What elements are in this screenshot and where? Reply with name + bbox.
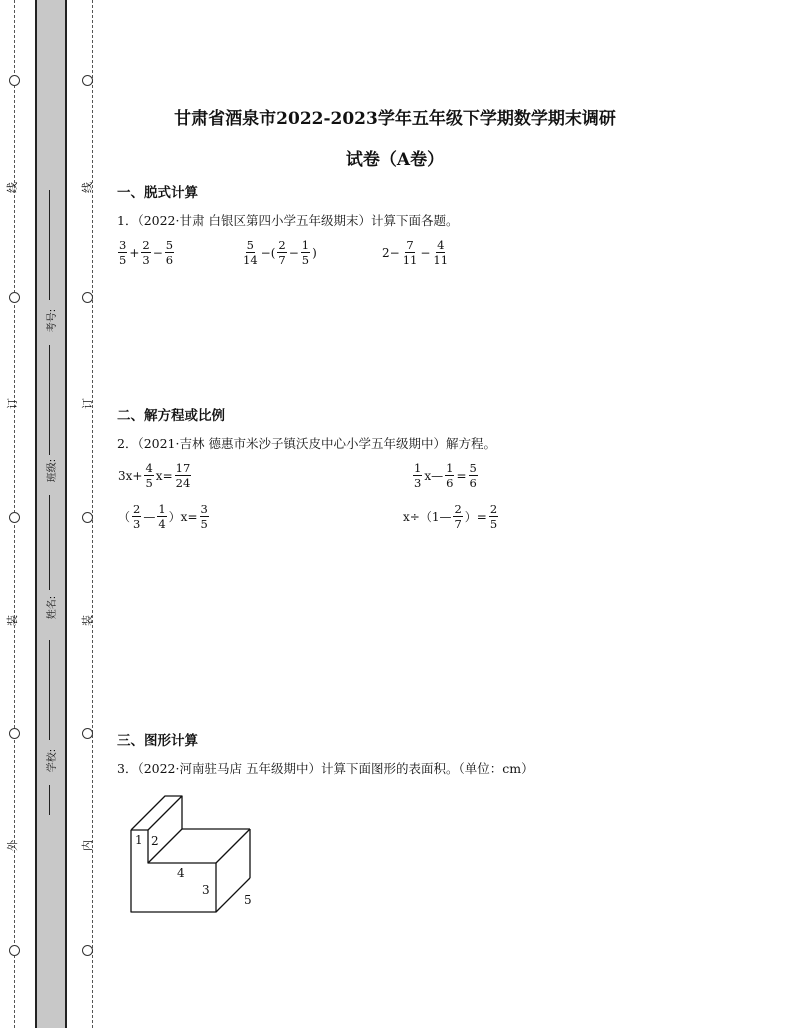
margin-char-xian: 线 [81, 182, 94, 193]
binding-hole [82, 75, 93, 86]
binding-hole [82, 945, 93, 956]
xuexiao-field [35, 745, 67, 775]
exam-title-line2: 试卷（A卷） [345, 150, 445, 170]
numerator: 2 [489, 502, 498, 516]
operator: −( [260, 245, 276, 260]
operator: — [143, 509, 156, 524]
denominator: 11 [402, 253, 418, 267]
xingming-field [35, 592, 67, 622]
binding-hole [9, 945, 20, 956]
operator: x= [155, 468, 173, 483]
xingming-blank [49, 495, 50, 590]
denominator: 24 [175, 476, 191, 490]
margin-char-ding: 订 [81, 398, 94, 409]
fraction [402, 239, 419, 266]
numerator: 3 [200, 502, 208, 516]
equation [402, 503, 499, 530]
denominator: 6 [446, 476, 454, 490]
info-strip [35, 0, 67, 1028]
banji-blank [49, 345, 50, 455]
l-shaped-solid-figure [120, 780, 270, 920]
numerator: 7 [406, 238, 414, 252]
denominator: 5 [301, 253, 310, 267]
operator: （ [118, 510, 131, 524]
binding-hole [9, 75, 20, 86]
denominator: 5 [119, 253, 127, 267]
denominator: 5 [200, 517, 208, 531]
denominator: 4 [158, 517, 166, 531]
denominator: 6 [469, 476, 477, 490]
denominator: 11 [433, 253, 449, 267]
fraction [141, 239, 150, 266]
numerator: 3 [119, 238, 127, 252]
operator: + [129, 245, 140, 260]
numerator: 4 [145, 461, 153, 475]
denominator: 7 [278, 253, 286, 267]
fraction [453, 503, 462, 530]
numerator: 5 [246, 238, 254, 252]
dimension-label: 4 [177, 866, 185, 880]
binding-hole [9, 512, 20, 523]
xuexiao-tail [49, 785, 50, 815]
fraction [165, 239, 174, 266]
equation [117, 503, 210, 530]
denominator: 6 [165, 253, 174, 267]
fraction [432, 239, 449, 266]
section-3-heading: 三、图形计算 [117, 733, 198, 749]
numerator: 4 [437, 238, 445, 252]
banji-label: 班级: [47, 458, 59, 482]
denominator: 5 [145, 476, 153, 490]
numerator: 5 [469, 461, 477, 475]
operator: 2− [382, 245, 400, 260]
expression [381, 239, 450, 266]
section-2-heading: 二、解方程或比例 [117, 408, 225, 424]
numerator: 2 [133, 502, 141, 516]
dimension-label: 5 [244, 893, 252, 907]
question-2-text: 2．（2021·吉林 德惠市米沙子镇沃皮中心小学五年级期中）解方程。 [117, 436, 496, 451]
margin-char-wai: 外 [6, 840, 19, 851]
denominator: 3 [414, 476, 422, 490]
expression [117, 239, 175, 266]
operator: ）x= [168, 510, 198, 524]
operator: − [152, 245, 163, 260]
numerator: 17 [175, 461, 191, 475]
binding-hole [9, 728, 20, 739]
denominator: 14 [243, 253, 258, 267]
operator: ) [312, 245, 317, 260]
operator: x÷（1— [403, 510, 452, 524]
fraction [200, 503, 209, 530]
numerator: 2 [142, 238, 150, 252]
denominator: 3 [142, 253, 150, 267]
binding-hole [9, 292, 20, 303]
section-1-heading: 一、脱式计算 [117, 185, 198, 201]
kaohao-field [35, 305, 67, 335]
xuexiao-label: 学校: [47, 748, 59, 772]
operator: − [420, 245, 431, 260]
numerator: 1 [414, 461, 422, 475]
kaohao-blank [49, 190, 50, 300]
numerator: 1 [301, 238, 310, 252]
xuexiao-blank [49, 640, 50, 740]
binding-hole [82, 728, 93, 739]
margin-char-zhuang: 装 [6, 615, 19, 626]
question-3-text: 3．（2022·河南驻马店 五年级期中）计算下面图形的表面积。（单位：cm） [117, 761, 534, 776]
margin-char-zhuang: 装 [81, 615, 94, 626]
fraction [489, 503, 498, 530]
operator: = [456, 468, 467, 483]
banji-field [35, 455, 67, 485]
binding-hole [82, 512, 93, 523]
fraction [175, 462, 192, 489]
fraction [445, 462, 454, 489]
numerator: 2 [454, 502, 462, 516]
question-1-text: 1．（2022·甘肃 白银区第四小学五年级期末）计算下面各题。 [117, 213, 459, 228]
fraction [118, 239, 127, 266]
denominator: 3 [133, 517, 141, 531]
denominator: 5 [489, 517, 498, 531]
denominator: 7 [454, 517, 462, 531]
numerator: 5 [165, 238, 174, 252]
operator: 3x+ [118, 468, 143, 483]
fraction [144, 462, 153, 489]
margin-char-nei: 内 [81, 840, 94, 851]
xingming-label: 姓名: [47, 595, 59, 619]
dimension-label: 3 [202, 883, 210, 897]
fraction [413, 462, 422, 489]
binding-hole [82, 292, 93, 303]
equation [117, 462, 192, 489]
operator: ）= [464, 510, 487, 524]
exam-title-line1: 甘肃省酒泉市2022-2023学年五年级下学期数学期末调研 [174, 109, 616, 129]
equation [412, 462, 479, 489]
dimension-label: 2 [151, 834, 159, 848]
numerator: 1 [446, 461, 454, 475]
fraction [469, 462, 478, 489]
margin-char-xian: 线 [6, 182, 19, 193]
dimension-label: 1 [135, 833, 143, 847]
numerator: 1 [158, 502, 166, 516]
margin-char-ding: 订 [6, 398, 19, 409]
fraction [242, 239, 259, 266]
operator: − [288, 245, 299, 260]
numerator: 2 [278, 238, 286, 252]
expression [241, 239, 318, 266]
fraction [132, 503, 141, 530]
fraction [157, 503, 166, 530]
fraction [277, 239, 286, 266]
kaohao-label: 考号: [47, 308, 59, 332]
fraction [301, 239, 310, 266]
operator: x— [424, 468, 444, 483]
